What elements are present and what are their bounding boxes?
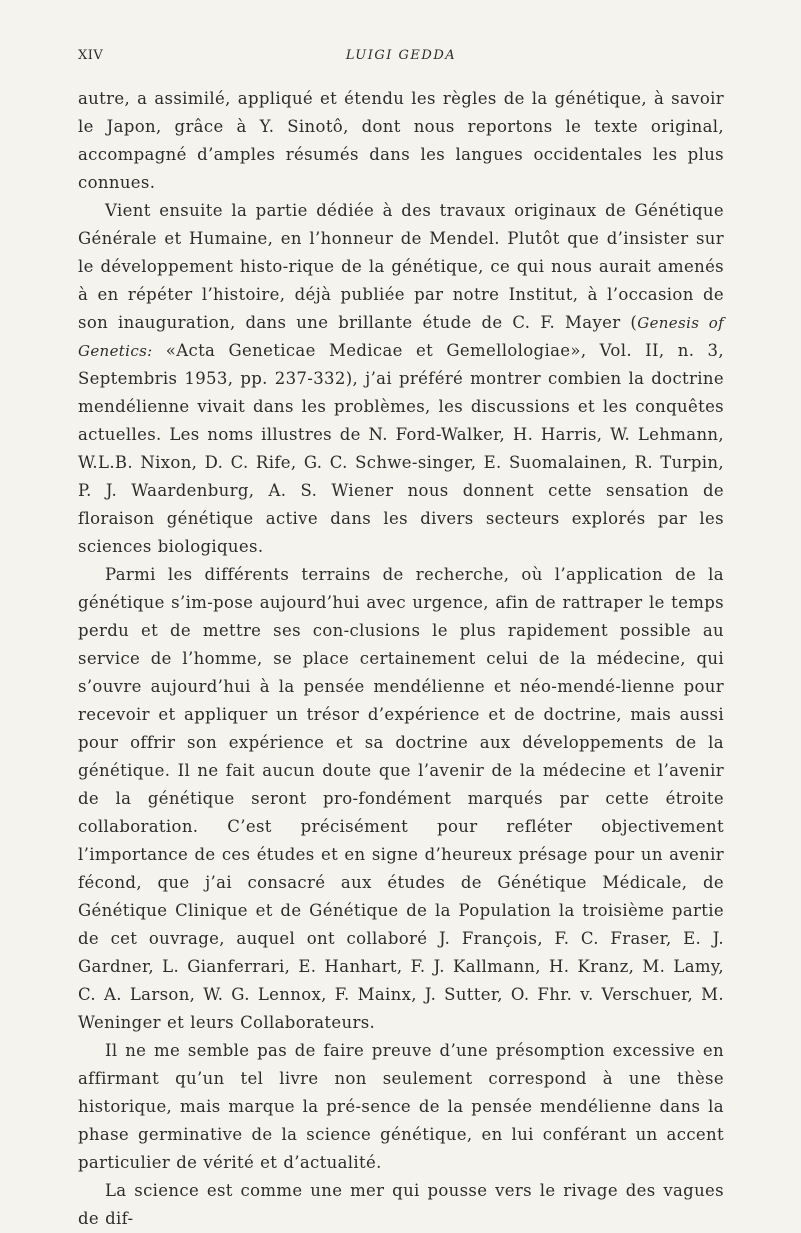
page-number: XIV (78, 48, 104, 63)
paragraph-2 (78, 197, 724, 561)
paragraph-3: Parmi les différents terrains de recherche, où l’application de la génétique s’im-pose aujourd’hui avec urgence, afin de rattraper le temps perdu et de mettre ses con-clusions le plus rapidement possible au service de l’homme, se place certainement celui de la médecine, qui s’ouvre aujourd’hui à la pensée mendélienne et néo-mendé-lienne pour recevoir et appliquer un trésor d’expérience et de doctrine, mais aussi pour offrir son expérience et sa doctrine aux développements de la génétique. Il ne fait aucun doute que l’avenir de la médecine et l’avenir de la génétique seront pro-fondément marqués par cette étroite collaboration. C’est précisément pour refléter objectivement l’importance de ces études et en signe d’heureux présage pour un avenir fécond, que j’ai consacré aux études de Génétique Médicale, de Génétique Clinique et de Génétique de la Population la troisième partie de cet ouvrage, auquel ont collaboré J. François, F. C. Fraser, E. J. Gardner, L. Gianferrari, E. Hanhart, F. J. Kallmann, H. Kranz, M. Lamy, C. A. Larson, W. G. Lennox, F. Mainx, J. Sutter, O. Fhr. v. Verschuer, M. Weninger et leurs Collaborateurs. (78, 565, 724, 1032)
paragraph-1: autre, a assimilé, appliqué et étendu les règles de la génétique, à savoir le Japon, grâce à Y. Sinotô, dont nous reportons le texte original, accompagné d’amples résumés dans les langues occidentales les plus connues. (78, 89, 724, 192)
body-text (78, 85, 724, 1233)
paragraph-2-text-before: Vient ensuite la partie dédiée à des travaux originaux de Génétique Générale et Humaine, en l’honneur de Mendel. Plutôt que d’insister sur le développement histo-rique de la génétique, ce qui nous aurait amenés à en répéter l’histoire, déjà publiée par notre Institut, à l’occasion de son inauguration, dans une brillante étude de C. F. Mayer ( (78, 201, 724, 332)
paragraph-2-book-title: Genesis of Genetics: (78, 314, 724, 360)
paragraph-4: Il ne me semble pas de faire preuve d’une présomption excessive en affirmant qu’un tel livre non seulement correspond à une thèse historique, mais marque la pré-sence de la pensée mendélienne dans la phase germinative de la science génétique, en lui conférant un accent particulier de vérité et d’actualité. (78, 1041, 724, 1172)
running-title: LUIGI GEDDA (345, 48, 457, 63)
running-head (78, 48, 724, 72)
paragraph-2-text-after: «Acta Geneticae Medicae et Gemellologiae», Vol. II, n. 3, Septembris 1953, pp. 237-332), j’ai préféré montrer combien la doctrine mendélienne vivait dans les problèmes, les discussions et les conquêtes actuelles. Les noms illustres de N. Ford-Walker, H. Harris, W. Lehmann, W.L.B. Nixon, D. C. Rife, G. C. Schwe-singer, E. Suomalainen, R. Turpin, P. J. Waardenburg, A. S. Wiener nous donnent cette sensation de floraison génétique active dans les divers secteurs explorés par les sciences biologiques. (78, 341, 724, 556)
paragraph-5: La science est comme une mer qui pousse vers le rivage des vagues de dif- (78, 1181, 724, 1228)
